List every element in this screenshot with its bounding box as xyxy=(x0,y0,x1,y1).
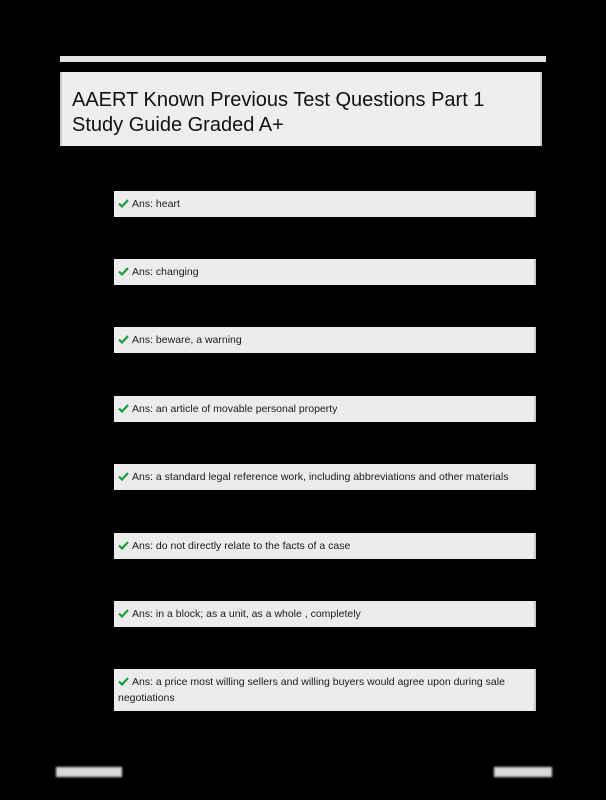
answer-text: Ans: do not directly relate to the facts of a case xyxy=(132,540,351,552)
answer-row xyxy=(114,259,536,285)
header-rule xyxy=(60,56,546,62)
answer-row xyxy=(114,464,536,490)
answer-row xyxy=(114,533,536,559)
answer-text: Ans: a price most willing sellers and willing buyers would agree upon during sale negotiations xyxy=(118,676,505,704)
check-icon xyxy=(118,335,129,344)
check-icon xyxy=(118,472,129,481)
check-icon xyxy=(118,677,129,686)
answer-row xyxy=(114,669,536,711)
answer-row xyxy=(114,191,536,217)
check-icon xyxy=(118,404,129,413)
check-icon xyxy=(118,541,129,550)
title-banner xyxy=(60,72,542,146)
answer-row xyxy=(114,327,536,353)
answer-row xyxy=(114,396,536,422)
answer-text: Ans: a standard legal reference work, including abbreviations and other materials xyxy=(132,471,509,483)
answer-text: Ans: heart xyxy=(132,198,180,210)
answer-row xyxy=(114,601,536,627)
footer-page-number xyxy=(494,767,552,777)
answer-text: Ans: an article of movable personal property xyxy=(132,403,338,415)
answer-text: Ans: beware, a warning xyxy=(132,334,242,346)
answer-text: Ans: changing xyxy=(132,266,199,278)
check-icon xyxy=(118,199,129,208)
check-icon xyxy=(118,609,129,618)
page-title: AAERT Known Previous Test Questions Part 1 Study Guide Graded A+ xyxy=(72,89,485,136)
footer-watermark-left xyxy=(56,767,122,777)
check-icon xyxy=(118,267,129,276)
answer-text: Ans: in a block; as a unit, as a whole , completely xyxy=(132,608,361,620)
